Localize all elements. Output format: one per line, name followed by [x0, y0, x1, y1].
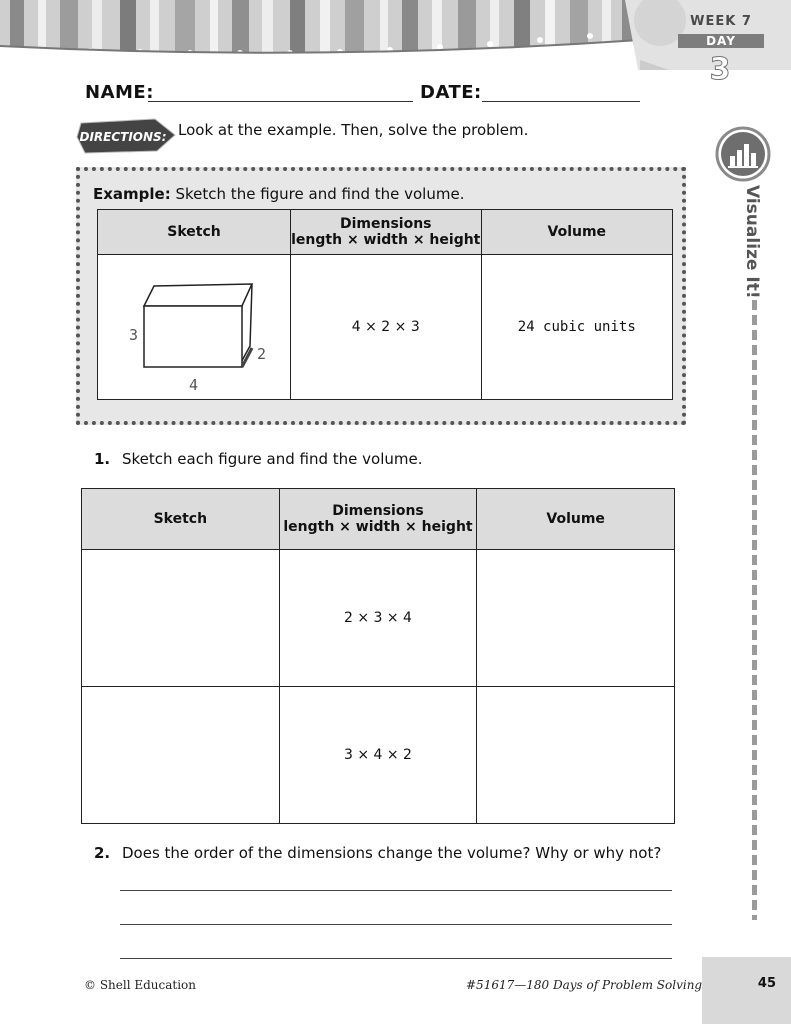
- week-label: WEEK 7: [690, 14, 752, 29]
- name-label: NAME:: [85, 82, 154, 103]
- header-dimensions-line2: length × width × height: [283, 519, 473, 535]
- header-dimensions-line1: Dimensions: [332, 503, 424, 519]
- volume-answer-cell[interactable]: [477, 550, 675, 687]
- example-title-rest: Sketch the figure and find the volume.: [170, 185, 465, 203]
- header-banner: [0, 0, 791, 70]
- problem-2-number: 2.: [94, 844, 111, 862]
- volume-answer-cell[interactable]: [477, 687, 675, 824]
- footer-book-title: #51617—180 Days of Problem Solving: [466, 978, 703, 992]
- problem-1-text: Sketch each figure and find the volume.: [122, 450, 423, 468]
- answer-line[interactable]: [120, 890, 672, 891]
- header-volume: Volume: [477, 489, 675, 550]
- bar-chart-icon: [715, 126, 771, 182]
- sketch-height-label: 3: [128, 326, 139, 344]
- problem-2-text: Does the order of the dimensions change the volume? Why or why not?: [122, 844, 662, 862]
- footer-copyright: © Shell Education: [84, 978, 197, 992]
- directions-text: Look at the example. Then, solve the problem.: [178, 121, 529, 139]
- header-volume: Volume: [481, 210, 672, 255]
- date-input-line[interactable]: [482, 101, 640, 102]
- problem-header-row: [82, 489, 675, 550]
- directions-badge: [75, 115, 177, 157]
- problem-1-number: 1.: [94, 450, 111, 468]
- page-number: 45: [757, 976, 776, 991]
- header-sketch: Sketch: [82, 489, 280, 550]
- example-sketch-cell: [98, 255, 291, 400]
- side-title: [738, 185, 762, 299]
- table-row: [82, 550, 675, 687]
- dimensions-cell: 3 × 4 × 2: [279, 687, 477, 824]
- day-number: 3: [709, 52, 731, 87]
- rectangular-prism-sketch: [99, 256, 289, 398]
- sketch-width-label: 2: [256, 345, 267, 363]
- header-dimensions-line1: Dimensions: [340, 216, 432, 232]
- header-sketch: Sketch: [98, 210, 291, 255]
- day-label: DAY: [678, 34, 764, 48]
- header-dimensions: [279, 489, 477, 550]
- header-dimensions-line2: length × width × height: [291, 232, 481, 248]
- example-title-bold: Example:: [93, 185, 171, 203]
- dimensions-cell: 2 × 3 × 4: [279, 550, 477, 687]
- answer-line[interactable]: [120, 958, 672, 959]
- example-title: [93, 185, 464, 203]
- example-header-row: [98, 210, 673, 255]
- sketch-answer-cell[interactable]: [82, 550, 280, 687]
- header-dimensions: [290, 210, 481, 255]
- table-row: [82, 687, 675, 824]
- sketch-answer-cell[interactable]: [82, 687, 280, 824]
- answer-line[interactable]: [120, 924, 672, 925]
- example-dimensions-cell: 4 × 2 × 3: [290, 255, 481, 400]
- example-table: [97, 209, 673, 400]
- example-volume-cell: 24 cubic units: [481, 255, 672, 400]
- problem-table: [81, 488, 675, 824]
- date-label: DATE:: [420, 82, 482, 103]
- sketch-length-label: 4: [188, 376, 199, 394]
- name-input-line[interactable]: [148, 101, 413, 102]
- side-dashed-strip: [752, 300, 757, 920]
- side-title-text: Visualize It!: [742, 185, 762, 299]
- example-row: [98, 255, 673, 400]
- directions-badge-text: DIRECTIONS:: [79, 130, 167, 144]
